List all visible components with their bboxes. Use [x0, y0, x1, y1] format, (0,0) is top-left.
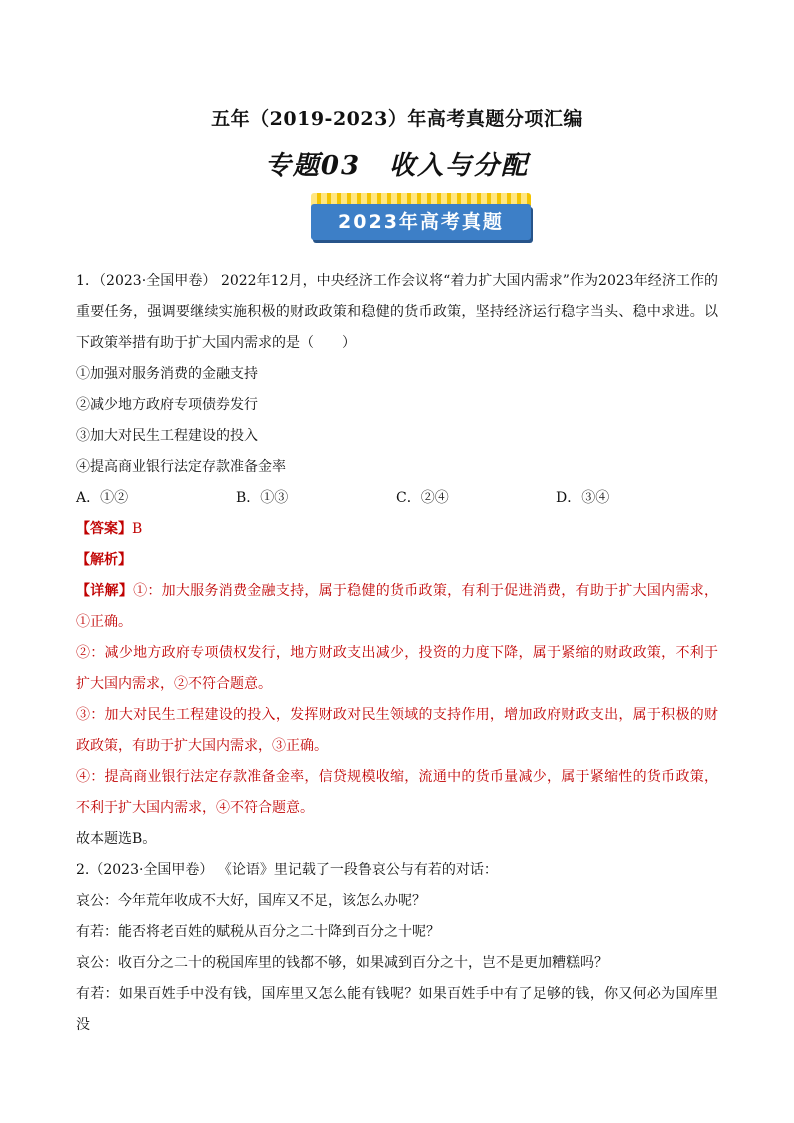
q1-item: ①加强对服务消费的金融支持 — [76, 366, 258, 382]
analysis-line — [76, 545, 718, 576]
q1-item: ②减少地方政府专项债券发行 — [76, 397, 258, 413]
option-b: B．①③ — [236, 490, 289, 506]
q2-dialogue-line: 有若：能否将老百姓的赋税从百分之二十降到百分之十呢？ — [76, 924, 440, 940]
detail-1 — [76, 576, 718, 638]
answer-line — [76, 514, 718, 545]
q2-stem: 2.（2023·全国甲卷） 《论语》里记载了一段鲁哀公与有若的对话： — [76, 862, 498, 878]
banner-label: 2023年高考真题 — [311, 204, 531, 240]
analysis-label: 【解析】 — [76, 552, 132, 568]
q1-stem: 1．（2023·全国甲卷） 2022年12月，中央经济工作会议将“着力扩大国内需求”作为2023年经济工作的重要任务，强调要继续实施积极的财政政策和稳健的货币政策，坚持经济运行稳字当头、稳中求进。以下政策举措有助于扩大国内需求的是（ ） — [76, 273, 718, 351]
detail-3: ③：加大对民生工程建设的投入，发挥财政对民生领域的支持作用，增加政府财政支出，属于积极的财政政策，有助于扩大国内需求，③正确。 — [76, 707, 718, 754]
question-content — [76, 266, 718, 1041]
q1-item: ④提高商业银行法定存款准备金率 — [76, 459, 286, 475]
q1-options — [76, 483, 718, 514]
q1-item: ③加大对民生工程建设的投入 — [76, 428, 258, 444]
detail-1-text: ①：加大服务消费金融支持，属于稳健的货币政策，有利于促进消费，有助于扩大国内需求，①正确。 — [76, 583, 719, 630]
q2-dialogue-line: 有若：如果百姓手中没有钱，国库里又怎么能有钱呢？如果百姓手中有了足够的钱，你又何必为国库里没 — [76, 986, 718, 1033]
detail-2: ②：减少地方政府专项债权发行，地方财政支出减少，投资的力度下降，属于紧缩的财政政策，不利于扩大国内需求，②不符合题意。 — [76, 645, 718, 692]
q2-dialogue-line: 哀公：今年荒年收成不大好，国库又不足，该怎么办呢？ — [76, 893, 426, 909]
answer-label: 【答案】 — [76, 521, 132, 537]
section-banner — [311, 193, 531, 245]
option-d: D．③④ — [556, 490, 610, 506]
option-c: C．②④ — [396, 490, 449, 506]
document-title: 五年（2019-2023）年高考真题分项汇编 — [211, 108, 583, 130]
conclusion: 故本题选B。 — [76, 831, 157, 847]
detail-4: ④：提高商业银行法定存款准备金率，信贷规模收缩，流通中的货币量减少，属于紧缩性的货币政策，不利于扩大国内需求，④不符合题意。 — [76, 769, 718, 816]
detail-label: 【详解】 — [76, 583, 134, 599]
topic-title: 专题03 收入与分配 — [264, 151, 530, 181]
option-a: A．①② — [76, 490, 129, 506]
answer-value: B — [132, 521, 143, 537]
q2-dialogue-line: 哀公：收百分之二十的税国库里的钱都不够，如果减到百分之十，岂不是更加糟糕吗？ — [76, 955, 608, 971]
